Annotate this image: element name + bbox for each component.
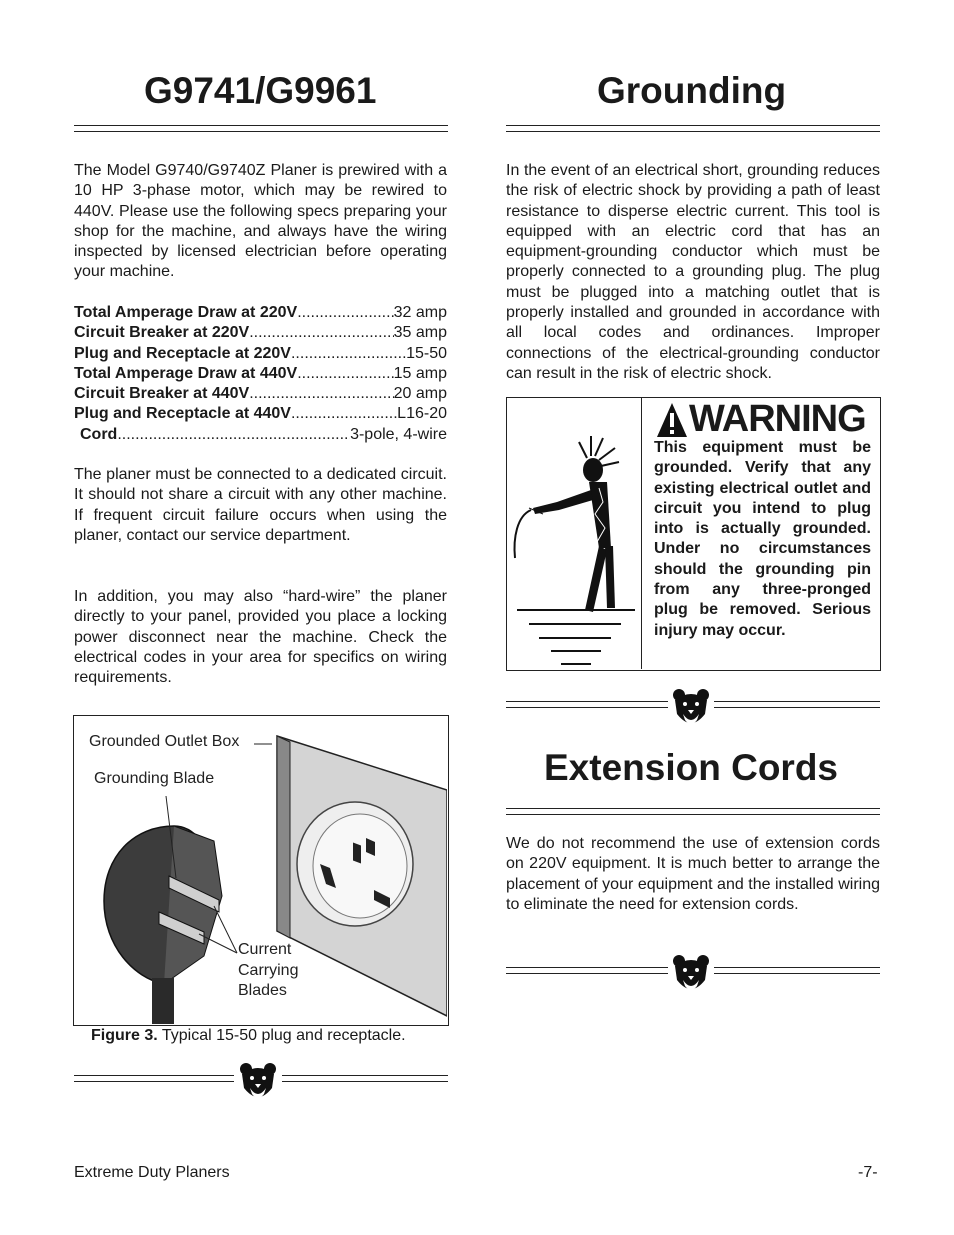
warning-illustration-panel — [507, 398, 642, 669]
spec-row: Cord ..... 3-pole, 4-wire — [74, 425, 447, 445]
warning-heading: WARNING — [655, 398, 866, 441]
grounding-title: Grounding — [597, 70, 787, 111]
extension-cords-title: Extension Cords — [544, 747, 838, 788]
figure-caption: Figure 3. Typical 15-50 plug and receptacle. — [91, 1027, 406, 1044]
spec-row: Total Amperage Draw at 220V ..... 32 amp — [74, 303, 447, 323]
section-divider-line — [506, 967, 668, 968]
title-rule — [74, 125, 448, 126]
label-current-carrying-blades: Current Carrying Blades — [238, 941, 299, 999]
title-rule — [506, 125, 880, 126]
spec-row: Plug and Receptacle at 220V ..... 15-50 — [74, 344, 447, 364]
grounding-paragraph: In the event of an electrical short, grounding reduces the risk of electric shock by providing a path of least resistance to disperse electric current. This tool is equipped with an electric cord that has an equipment-grounding conductor which must be properly connected to a grounding plug. The plug must be plugged into a matching outlet that is properly installed and grounded in accordance with all local codes and ordinances. Improper connections of the electrical-grounding conductor can result in the risk of electric shock. — [506, 162, 880, 382]
label-grounding-blade: Grounding Blade — [94, 770, 215, 787]
section-divider-line — [714, 967, 880, 968]
spec-row: Plug and Receptacle at 440V ..... L16-20 — [74, 404, 447, 424]
bear-logo-icon — [238, 1060, 278, 1104]
spec-row: Total Amperage Draw at 440V ..... 15 amp — [74, 364, 447, 384]
section-divider-line — [506, 701, 668, 702]
section-divider-line — [74, 1075, 234, 1076]
footer-manual-title: Extreme Duty Planers — [74, 1164, 230, 1181]
footer-page-number: -7- — [858, 1164, 878, 1181]
figure-3-box — [73, 715, 449, 1026]
spec-list — [74, 303, 447, 445]
dedicated-circuit-paragraph: The planer must be connected to a dedicated circuit. It should not share a circuit with any other machine. If frequent circuit failure occurs when using the planer, contact our service department. — [74, 466, 447, 544]
intro-paragraph: The Model G9740/G9740Z Planer is prewired with a 10 HP 3-phase motor, which may be rewired to 440V. Please use the following specs preparing your shop for the machine, and always have the wiring inspected by licensed electrician before operating your machine. — [74, 162, 447, 281]
spec-row: Circuit Breaker at 220V ..... 35 amp — [74, 323, 447, 343]
title-rule — [506, 808, 880, 809]
extension-cords-paragraph: We do not recommend the use of extension cords on 220V equipment. It is much better to arrange the placement of your equipment and the installed wiring to eliminate the need for extension cords. — [506, 835, 880, 913]
warning-box — [506, 397, 881, 671]
electrocuted-figure-icon — [507, 398, 641, 669]
bear-logo-icon — [671, 952, 711, 996]
bear-logo-icon — [671, 686, 711, 730]
warning-text: This equipment must be grounded. Verify that any existing electrical outlet and circuit you intend to plug into is actually grounded. Under no circumstances should the grounding pin from any three-pronged plug be removed. Serious injury may occur. — [654, 439, 871, 639]
spec-row: Circuit Breaker at 440V ..... 20 amp — [74, 384, 447, 404]
section-divider-line — [714, 701, 880, 702]
page-title: G9741/G9961 — [144, 70, 377, 111]
section-divider-line — [282, 1075, 448, 1076]
warning-triangle-icon — [655, 400, 689, 440]
label-grounded-outlet-box: Grounded Outlet Box — [89, 733, 240, 750]
hard-wire-paragraph: In addition, you may also “hard-wire” the planer directly to your panel, provided you place a locking power disconnect near the machine. Check the electrical codes in your area for specifics on wiring requirements. — [74, 588, 447, 687]
